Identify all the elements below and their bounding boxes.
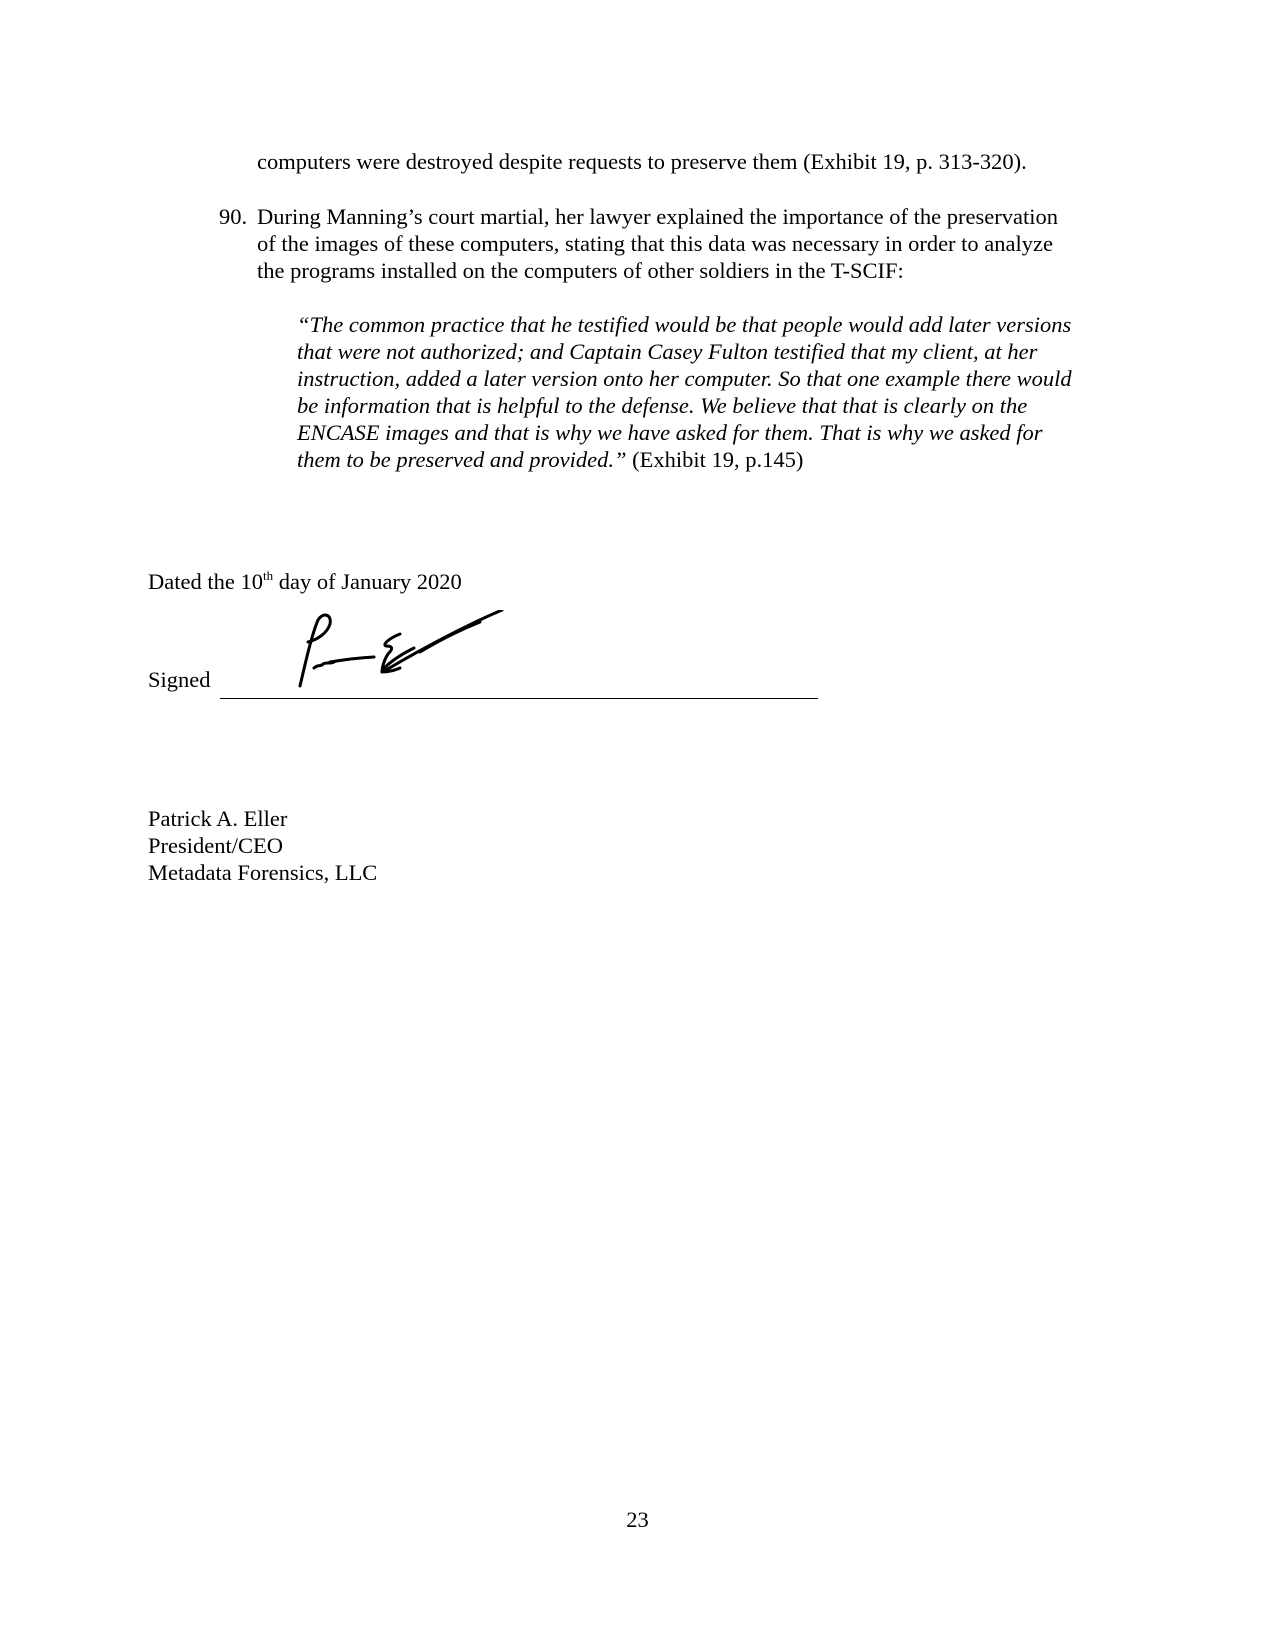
signer-company: Metadata Forensics, LLC xyxy=(148,860,378,885)
quote-line-5: ENCASE images and that is why we have asked for them. That is why we asked for xyxy=(297,420,1043,445)
dated-rest: day of January 2020 xyxy=(273,569,462,594)
dated-prefix: Dated the 10 xyxy=(148,569,263,594)
quote-line-3: instruction, added a later version onto her computer. So that one example there would xyxy=(297,366,1072,391)
quote-line-6 xyxy=(297,447,803,474)
quote-closing-text: them to be preserved and provided.” xyxy=(297,447,627,472)
quote-line-1: “The common practice that he testified would be that people would add later versions xyxy=(297,312,1072,337)
dated-ordinal-suffix: th xyxy=(262,568,274,583)
signed-label: Signed xyxy=(148,667,211,692)
quote-line-2: that were not authorized; and Captain Casey Fulton testified that my client, at her xyxy=(297,339,1038,364)
handwritten-signature xyxy=(290,610,530,720)
continuation-line: computers were destroyed despite requests to preserve them (Exhibit 19, p. 313-320). xyxy=(257,149,1027,174)
dated-line xyxy=(148,569,462,599)
signer-name: Patrick A. Eller xyxy=(148,806,288,831)
paragraph-90-line-1: During Manning’s court martial, her lawyer explained the importance of the preservation xyxy=(257,204,1058,229)
quote-line-4: be information that is helpful to the defense. We believe that that is clearly on the xyxy=(297,393,1028,418)
signer-title: President/CEO xyxy=(148,833,283,858)
paragraph-90-line-3: the programs installed on the computers of other soldiers in the T-SCIF: xyxy=(257,258,904,283)
page-number: 23 xyxy=(626,1507,649,1532)
quote-citation: (Exhibit 19, p.145) xyxy=(626,447,804,472)
paragraph-90-line-2: of the images of these computers, stating that this data was necessary in order to analyze xyxy=(257,231,1053,256)
paragraph-number: 90. xyxy=(219,204,248,229)
